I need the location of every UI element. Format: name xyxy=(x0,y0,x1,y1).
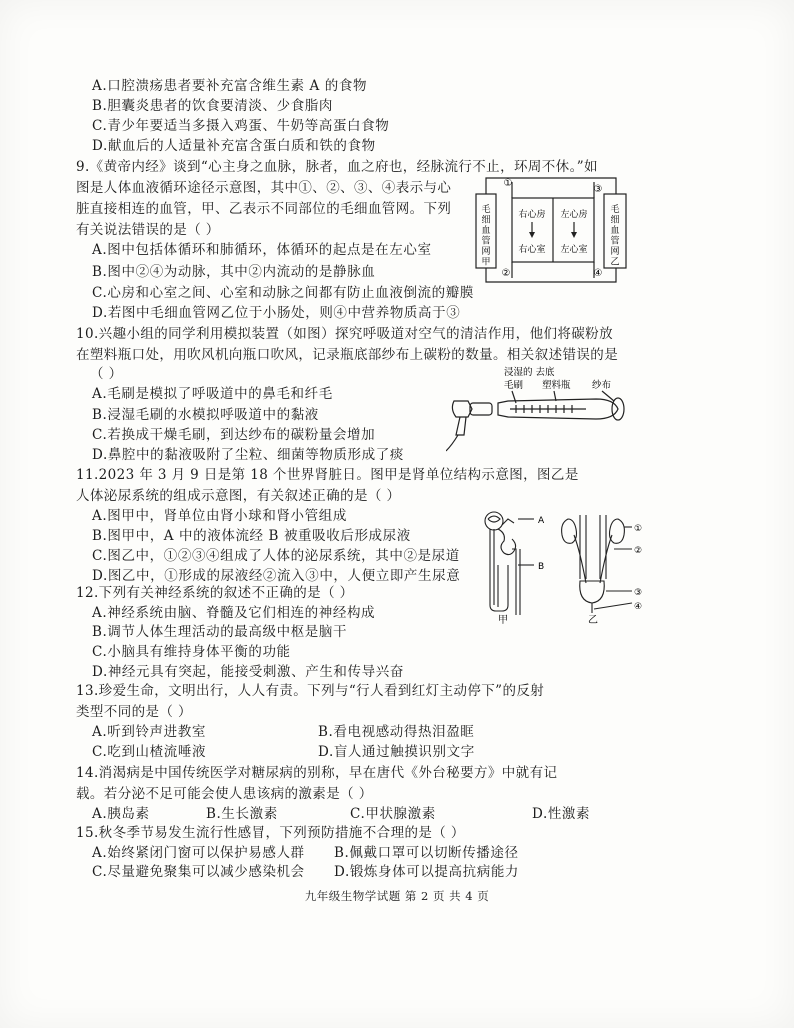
q11-stem-line1: 11.2023 年 3 月 9 日是第 18 个世界肾脏日。图甲是肾单位结构示意图，图乙是 xyxy=(76,467,579,483)
gauze-label: 纱布 xyxy=(592,380,612,391)
q8-option-b: B.胆囊炎患者的饮食要清淡、少食脂肉 xyxy=(92,98,334,114)
q12-stem: 12.下列有关神经系统的叙述不正确的是（ ） xyxy=(76,585,354,601)
capillary-label-char: 毛 xyxy=(610,205,620,215)
capillary-label-char: 管 xyxy=(481,236,491,247)
q13-option-a: A.听到铃声进教室 xyxy=(92,724,206,740)
label-b: B xyxy=(538,562,545,572)
q10-option-c: C.若换成干燥毛刷，到达纱布的碳粉量会增加 xyxy=(92,427,376,443)
capillary-label-char: 血 xyxy=(481,226,491,236)
q8-option-c: C.青少年要适当多摄入鸡蛋、牛奶等高蛋白食物 xyxy=(92,118,390,134)
capillary-label-char: 管 xyxy=(610,236,620,247)
q15-option-b: B.佩戴口罩可以切断传播途径 xyxy=(334,845,519,861)
q14-stem-line1: 14.消渴病是中国传统医学对糖尿病的别称，早在唐代《外台秘要方》中就有记 xyxy=(76,765,558,781)
left-atrium-label: 左心房 xyxy=(560,210,588,220)
q9-stem-line3: 脏直接相连的血管，甲、乙表示不同部位的毛细血管网。下列 xyxy=(76,201,452,217)
part-2-label: ② xyxy=(634,546,643,556)
caption-yi: 乙 xyxy=(588,615,598,626)
q13-stem-line1: 13.珍爱生命，文明出行，人人有责。下列与“行人看到红灯主动停下”的反射 xyxy=(76,683,545,699)
capillary-label-char: 血 xyxy=(610,226,620,236)
q10-stem-line3: （ ） xyxy=(90,366,123,382)
urinary-system-figure xyxy=(562,515,632,613)
left-ventricle-label: 左心室 xyxy=(560,245,588,255)
q14-option-b: B.生长激素 xyxy=(206,806,278,822)
circulation-diagram xyxy=(470,172,638,290)
q9-stem-line2: 图是人体血液循环途径示意图，其中①、②、③、④表示与心 xyxy=(76,180,452,196)
q9-stem-line1: 9.《黄帝内经》谈到“心主身之血脉，脉者，血之府也，经脉流行不止，环周不休。”如 xyxy=(76,159,598,175)
capillary-label-char: 网 xyxy=(610,247,620,257)
vessel-3-label: ③ xyxy=(593,184,603,195)
q15-stem: 15.秋冬季节易发生流行性感冒，下列预防措施不合理的是（ ） xyxy=(76,825,465,841)
capillary-label-char: 甲 xyxy=(481,257,491,268)
part-3-label: ③ xyxy=(634,588,643,598)
q15-option-a: A.始终紧闭门窗可以保护易感人群 xyxy=(92,845,305,861)
capillary-yi-label xyxy=(610,204,619,268)
q12-option-c: C.小脑具有维持身体平衡的功能 xyxy=(92,644,291,660)
q12-option-d: D.神经元具有突起，能接受刺激、产生和传导兴奋 xyxy=(92,664,404,680)
capillary-label-char: 毛 xyxy=(481,205,491,215)
q10-option-d: D.鼻腔中的黏液吸附了尘粒、细菌等物质形成了痰 xyxy=(92,447,404,463)
nephron-figure xyxy=(485,512,534,615)
q9-option-a: A.图中包括体循环和肺循环，体循环的起点是在左心室 xyxy=(92,242,432,258)
q9-option-b: B.图中②④为动脉，其中②内流动的是静脉血 xyxy=(92,264,376,280)
q9-option-d: D.若图中毛细血管网乙位于小肠处，则④中营养物质高于③ xyxy=(92,305,461,321)
part-4-label: ④ xyxy=(634,602,643,612)
label-a: A xyxy=(538,516,545,526)
q10-stem-line2: 在塑料瓶口处，用吹风机向瓶口吹风，记录瓶底部纱布上碳粉的数量。相关叙述错误的是 xyxy=(76,347,619,363)
capillary-label-char: 细 xyxy=(610,215,620,226)
vessel-1-label: ① xyxy=(503,178,513,189)
q11-option-a: A.图甲中，肾单位由肾小球和肾小管组成 xyxy=(92,508,347,524)
q10-stem-line1: 10.兴趣小组的同学利用模拟装置（如图）探究呼吸道对空气的清洁作用，他们将碳粉放 xyxy=(76,326,613,342)
q13-option-d: D.盲人通过触摸识别文字 xyxy=(318,744,475,760)
q10-option-a: A.毛刷是模拟了呼吸道中的鼻毛和纤毛 xyxy=(92,386,333,402)
q11-option-c: C.图乙中，①②③④组成了人体的泌尿系统，其中②是尿道 xyxy=(92,548,460,564)
q9-stem-line4: 有关说法错误的是（ ） xyxy=(76,222,220,238)
urinary-system-diagram xyxy=(468,505,646,627)
vessel-2-label: ② xyxy=(501,268,511,279)
caption-jia: 甲 xyxy=(498,615,508,626)
q11-option-b: B.图甲中，A 中的液体流经 B 被重吸收后形成尿液 xyxy=(92,528,411,544)
q10-option-b: B.浸湿毛刷的水模拟呼吸道中的黏液 xyxy=(92,407,319,423)
q12-option-a: A.神经系统由脑、脊髓及它们相连的神经构成 xyxy=(92,605,376,621)
q15-option-c: C.尽量避免聚集可以减少感染机会 xyxy=(92,864,305,880)
q11-option-d: D.图乙中，①形成的尿液经②流入③中，人便立即产生尿意 xyxy=(92,568,461,584)
part-1-label: ① xyxy=(634,524,643,534)
page-footer: 九年级生物学试题 第 2 页 共 4 页 xyxy=(304,889,490,903)
capillary-label-char: 乙 xyxy=(610,257,620,268)
q14-stem-line2: 载。若分泌不足可能会使人患该病的激素是（ ） xyxy=(76,786,373,802)
capillary-jia-label xyxy=(481,204,490,268)
q13-option-c: C.吃到山楂流唾液 xyxy=(92,744,207,760)
q14-option-a: A.胰岛素 xyxy=(92,806,150,822)
q12-option-b: B.调节人体生理活动的最高级中枢是脑干 xyxy=(92,624,348,640)
q14-option-c: C.甲状腺激素 xyxy=(350,806,436,822)
q13-stem-line2: 类型不同的是（ ） xyxy=(76,704,192,720)
q9-option-c: C.心房和心室之间、心室和动脉之间都有防止血液倒流的瓣膜 xyxy=(92,285,474,301)
q11-stem-line2: 人体泌尿系统的组成示意图，有关叙述正确的是（ ） xyxy=(76,488,401,504)
brush-label: 毛刷 xyxy=(504,380,524,391)
capillary-label-char: 网 xyxy=(481,247,491,257)
right-atrium-label: 右心房 xyxy=(518,210,546,220)
q15-option-d: D.锻炼身体可以提高抗病能力 xyxy=(334,864,520,880)
respiratory-model-diagram xyxy=(446,365,646,455)
right-ventricle-label: 右心室 xyxy=(518,245,546,255)
bottle-label: 塑料瓶 xyxy=(542,380,571,391)
vessel-4-label: ④ xyxy=(593,268,603,279)
q13-option-b: B.看电视感动得热泪盈眶 xyxy=(318,724,475,740)
q8-option-d: D.献血后的人适量补充富含蛋白质和铁的食物 xyxy=(92,138,376,154)
capillary-label-char: 细 xyxy=(481,215,491,226)
q8-option-a: A.口腔溃疡患者要补充富含维生素 A 的食物 xyxy=(92,78,368,94)
wet-brush-top-label: 浸湿的 去底 xyxy=(504,367,555,378)
q14-option-d: D.性激素 xyxy=(532,806,591,822)
